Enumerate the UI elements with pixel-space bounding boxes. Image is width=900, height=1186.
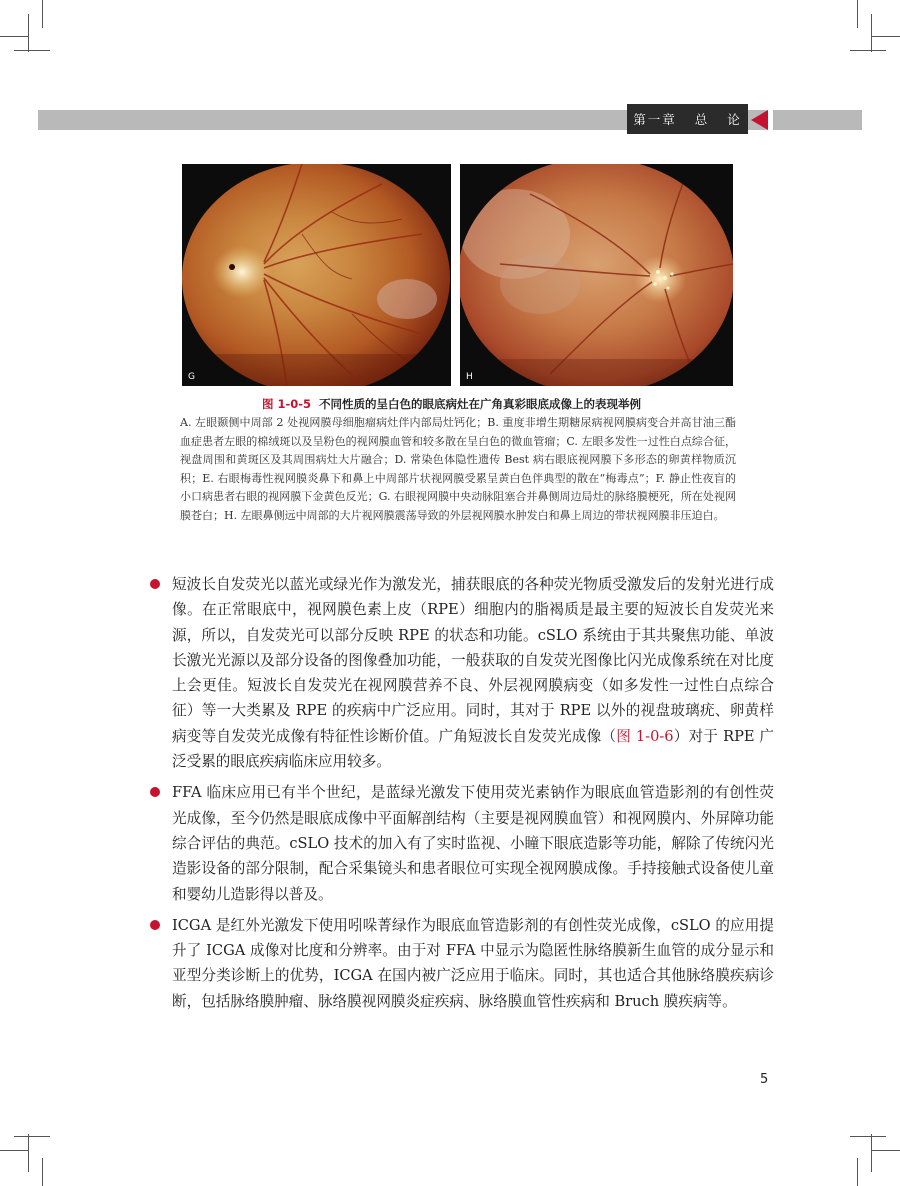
fundus-image-g: [182, 164, 451, 386]
chapter-arrow-icon: [751, 110, 768, 130]
figure-caption-text: A. 左眼颞侧中周部 2 处视网膜母细胞瘤病灶伴内部局灶钙化；B. 重度非增生期糖尿病视网膜病变合并高甘油三酯血症患者左眼的棉绒斑以及呈粉色的视网膜血管和较多散在呈白色的微血管瘤；C. 左眼多发性一过性白点综合征，视盘周围和黄斑区及其周围病灶大片融合；D. 常染色体隐性遗传 Best 病右眼底视网膜下多形态的卵黄样物质沉积；E. 右眼梅毒性视网膜炎鼻下和鼻上中周部片状视网膜受累呈黄白色伴典型的散在“梅毒点”；F. 静止性夜盲的小口病患者右眼的视网膜下金黄色反光；G. 右眼视网膜中央动脉阻塞合并鼻侧周边局灶的脉络膜梗死，所在处视网膜苍白；H. 左眼鼻侧远中周部的大片视网膜震荡导致的外层视网膜水肿发白和鼻上周边的带状视网膜非压迫白。: [180, 416, 736, 522]
bullet-dot-icon: [150, 787, 160, 797]
crop-mark: [857, 1158, 858, 1186]
panel-label-g: G: [188, 372, 195, 382]
chapter-label: 第一章 总 论: [627, 104, 748, 134]
crop-mark: [14, 1136, 50, 1137]
paragraph-text: FFA 临床应用已有半个世纪，是蓝绿光激发下使用荧光素钠作为眼底血管造影剂的有创性荧光成像，至今仍然是眼底成像中平面解剖结构（主要是视网膜血管）和视网膜内、外屏障功能综合评估的典范。cSLO 技术的加入有了实时监视、小瞳下眼底造影等功能，解除了传统闪光造影设备的部分限制，配合采集镜头和患者眼位可实现全视网膜成像。手持接触式设备使儿童和婴幼儿造影得以普及。: [172, 784, 774, 903]
panel-label-h: H: [466, 372, 473, 382]
crop-mark: [850, 50, 886, 51]
crop-mark: [0, 1150, 28, 1151]
bullet-list: [150, 572, 774, 1014]
crop-mark: [28, 14, 29, 52]
crop-mark: [14, 50, 50, 51]
fundus-photo-g: [182, 164, 451, 386]
paragraph-text: ICGA 是红外光激发下使用吲哚菁绿作为眼底血管造影剂的有创性荧光成像，cSLO 的应用提升了 ICGA 成像对比度和分辨率。由于对 FFA 中显示为隐匿性脉络膜新生血管的成分显示和亚型分类诊断上的优势，ICGA 在国内被广泛应用于临床。同时，其也适合其他脉络膜疾病诊断，包括脉络膜肿瘤、脉络膜视网膜炎症疾病、脉络膜血管性疾病和 Bruch 膜疾病等。: [172, 916, 774, 1010]
fundus-image-h: [460, 164, 733, 386]
bullet-dot-icon: [150, 579, 160, 589]
bullet-item: [150, 780, 774, 906]
header-band-right: [773, 110, 862, 130]
figure-title: 不同性质的呈白色的眼底病灶在广角真彩眼底成像上的表现举例: [319, 397, 642, 411]
fundus-photo-h: [460, 164, 733, 386]
crop-mark: [28, 1134, 29, 1172]
crop-mark: [871, 14, 872, 52]
bullet-item: [150, 913, 774, 1014]
crop-mark: [0, 36, 28, 37]
crop-mark: [850, 1136, 886, 1137]
figure-number: 图 1-0-5: [262, 397, 312, 411]
crop-mark: [42, 0, 43, 28]
figure-caption-title: [262, 396, 641, 412]
figure-reference-link[interactable]: 图 1-0-6: [616, 727, 674, 745]
crop-mark: [871, 1134, 872, 1172]
crop-mark: [857, 0, 858, 28]
bullet-item: [150, 572, 774, 774]
paragraph-text: ）对于 RPE 广泛受累的眼底疾病临床应用较多。: [172, 727, 775, 771]
bullet-dot-icon: [150, 920, 160, 930]
paragraph-text: 短波长自发荧光以蓝光或绿光作为激发光，捕获眼底的各种荧光物质受激发后的发射光进行成像。在正常眼底中，视网膜色素上皮（RPE）细胞内的脂褐质是最主要的短波长自发荧光来源，所以，自发荧光可以部分反映 RPE 的状态和功能。cSLO 系统由于其共聚焦功能、单波长激光光源以及部分设备的图像叠加功能，一般获取的自发荧光图像比闪光成像系统在对比度上会更佳。短波长自发荧光在视网膜营养不良、外层视网膜病变（如多发性一过性白点综合征）等一大类累及 RPE 的疾病中广泛应用。同时，其对于 RPE 以外的视盘玻璃疣、卵黄样病变等自发荧光成像有特征性诊断价值。广角短波长自发荧光成像（: [172, 576, 774, 745]
page-number: 5: [760, 1072, 769, 1087]
crop-mark: [872, 1150, 900, 1151]
crop-mark: [872, 36, 900, 37]
crop-mark: [42, 1158, 43, 1186]
